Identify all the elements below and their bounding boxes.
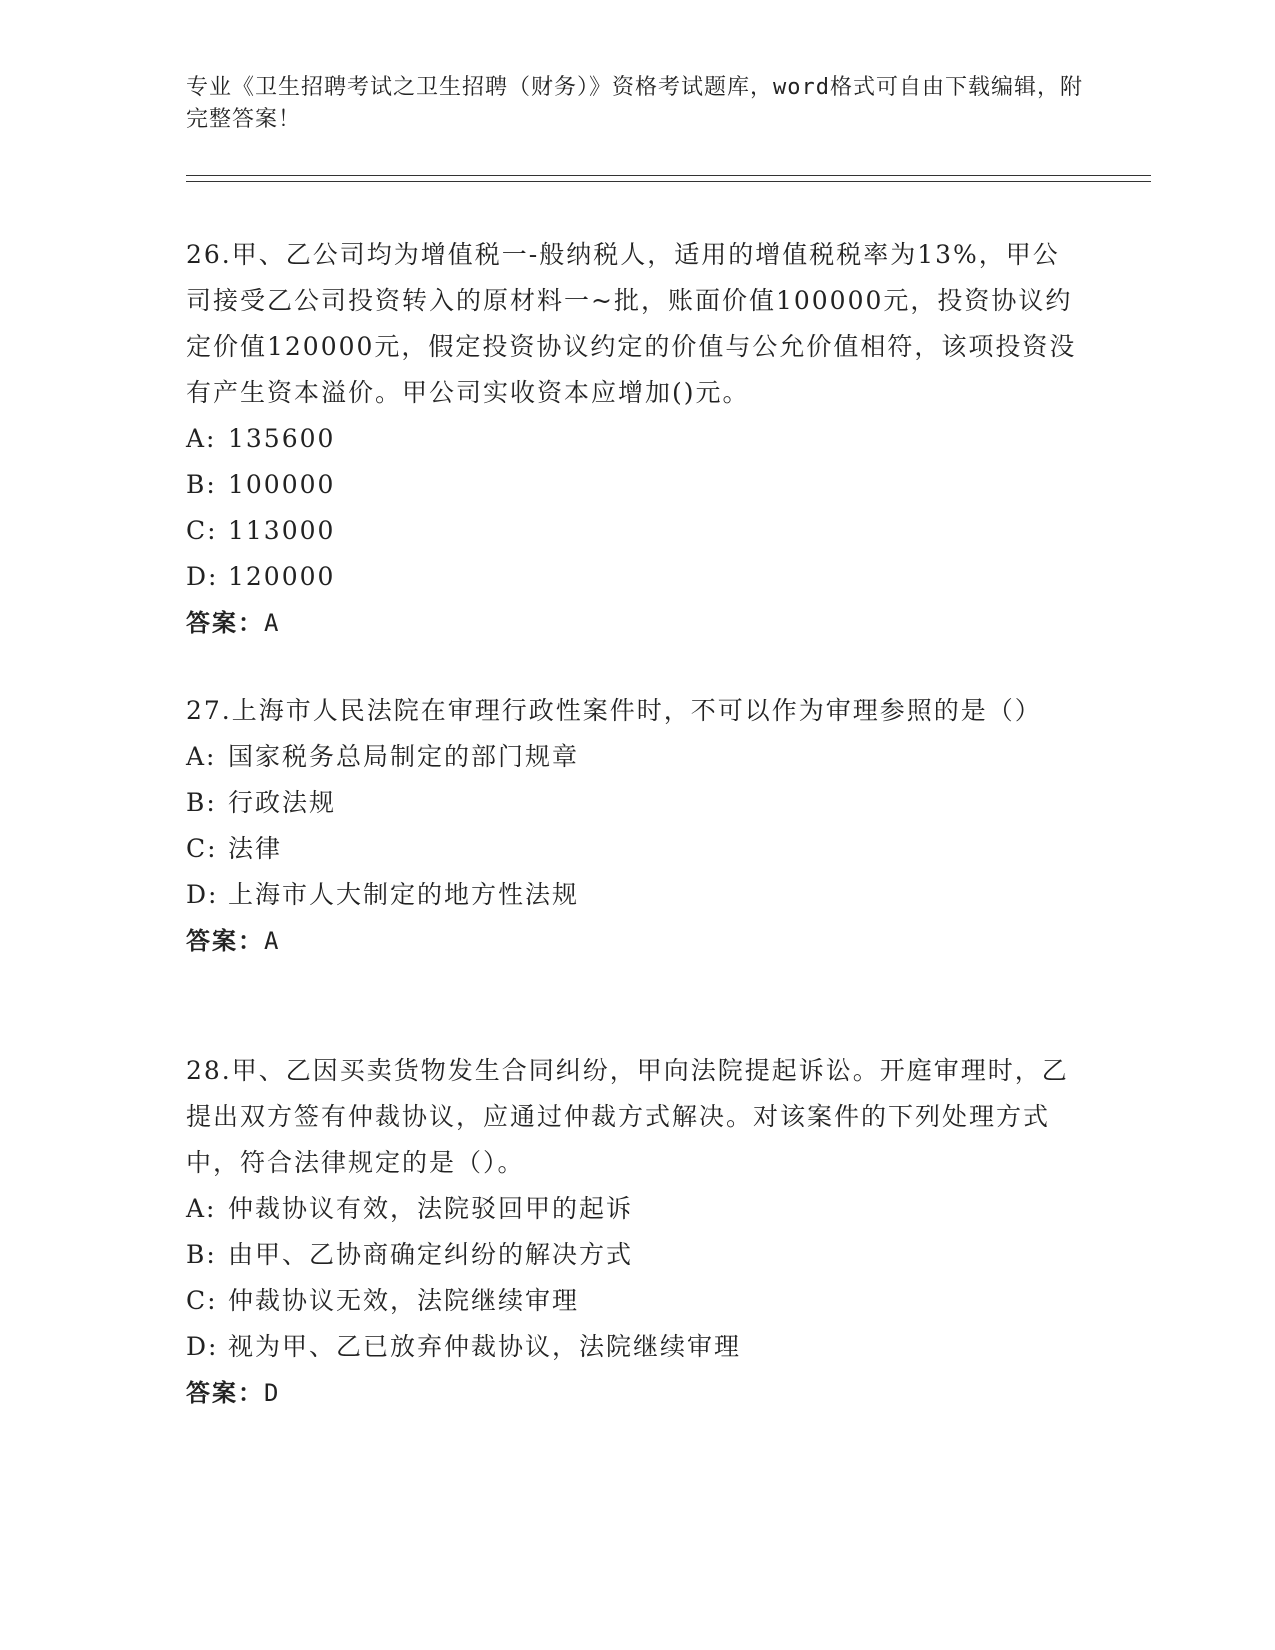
- option-key: A:: [186, 742, 217, 771]
- option-a: [186, 734, 1086, 780]
- answer-value: A: [264, 927, 281, 955]
- option-a: [186, 416, 1086, 462]
- option-d: [186, 1324, 1086, 1370]
- answer-label: 答案：: [186, 927, 264, 955]
- question-27: [186, 688, 1086, 964]
- option-d: [186, 554, 1086, 600]
- option-a: [186, 1186, 1086, 1232]
- header-divider-top: [186, 175, 1151, 176]
- answer-value: D: [264, 1379, 281, 1407]
- option-key: D:: [186, 880, 219, 909]
- option-text: 135600: [228, 424, 336, 453]
- option-c: [186, 826, 1086, 872]
- option-text: 100000: [228, 470, 336, 499]
- question-stem: 26.甲、乙公司均为增值税一-般纳税人，适用的增值税税率为13%，甲公司接受乙公司投资转入的原材料一~批，账面价值100000元，投资协议约定价值120000元，假定投资协议约定的价值与公允价值相符，该项投资没有产生资本溢价。甲公司实收资本应增加()元。: [186, 240, 1077, 407]
- question-stem: 28.甲、乙因买卖货物发生合同纠纷，甲向法院提起诉讼。开庭审理时，乙提出双方签有仲裁协议，应通过仲裁方式解决。对该案件的下列处理方式中，符合法律规定的是（）。: [186, 1056, 1069, 1177]
- question-28: [186, 1048, 1086, 1416]
- option-text: 法律: [228, 834, 283, 863]
- option-key: B:: [186, 470, 217, 499]
- option-text: 仲裁协议无效，法院继续审理: [228, 1286, 580, 1315]
- option-text: 行政法规: [228, 788, 337, 817]
- option-text: 国家税务总局制定的部门规章: [228, 742, 580, 771]
- question-stem: 27.上海市人民法院在审理行政性案件时，不可以作为审理参照的是（）: [186, 696, 1042, 725]
- option-text: 上海市人大制定的地方性法规: [228, 880, 580, 909]
- answer-line: [186, 1370, 1086, 1416]
- option-key: C:: [186, 516, 218, 545]
- option-d: [186, 872, 1086, 918]
- question-26: [186, 232, 1086, 646]
- option-key: B:: [186, 788, 217, 817]
- option-c: [186, 508, 1086, 554]
- option-b: [186, 462, 1086, 508]
- option-text: 120000: [228, 562, 336, 591]
- answer-line: [186, 918, 1086, 964]
- option-text: 由甲、乙协商确定纠纷的解决方式: [228, 1240, 634, 1269]
- answer-line: [186, 600, 1086, 646]
- answer-value: A: [264, 609, 281, 637]
- option-c: [186, 1278, 1086, 1324]
- option-key: D:: [186, 1332, 219, 1361]
- option-b: [186, 1232, 1086, 1278]
- option-key: C:: [186, 1286, 218, 1315]
- answer-label: 答案：: [186, 1379, 264, 1407]
- option-text: 113000: [228, 516, 336, 545]
- answer-label: 答案：: [186, 609, 264, 637]
- option-text: 仲裁协议有效，法院驳回甲的起诉: [228, 1194, 634, 1223]
- option-key: D:: [186, 562, 219, 591]
- header-divider-bottom: [186, 181, 1151, 182]
- document-header: 专业《卫生招聘考试之卫生招聘（财务）》资格考试题库，word格式可自由下载编辑，附完整答案！: [186, 75, 1083, 132]
- option-text: 视为甲、乙已放弃仲裁协议，法院继续审理: [228, 1332, 742, 1361]
- option-key: A:: [186, 424, 217, 453]
- option-key: B:: [186, 1240, 217, 1269]
- option-key: C:: [186, 834, 218, 863]
- option-b: [186, 780, 1086, 826]
- option-key: A:: [186, 1194, 217, 1223]
